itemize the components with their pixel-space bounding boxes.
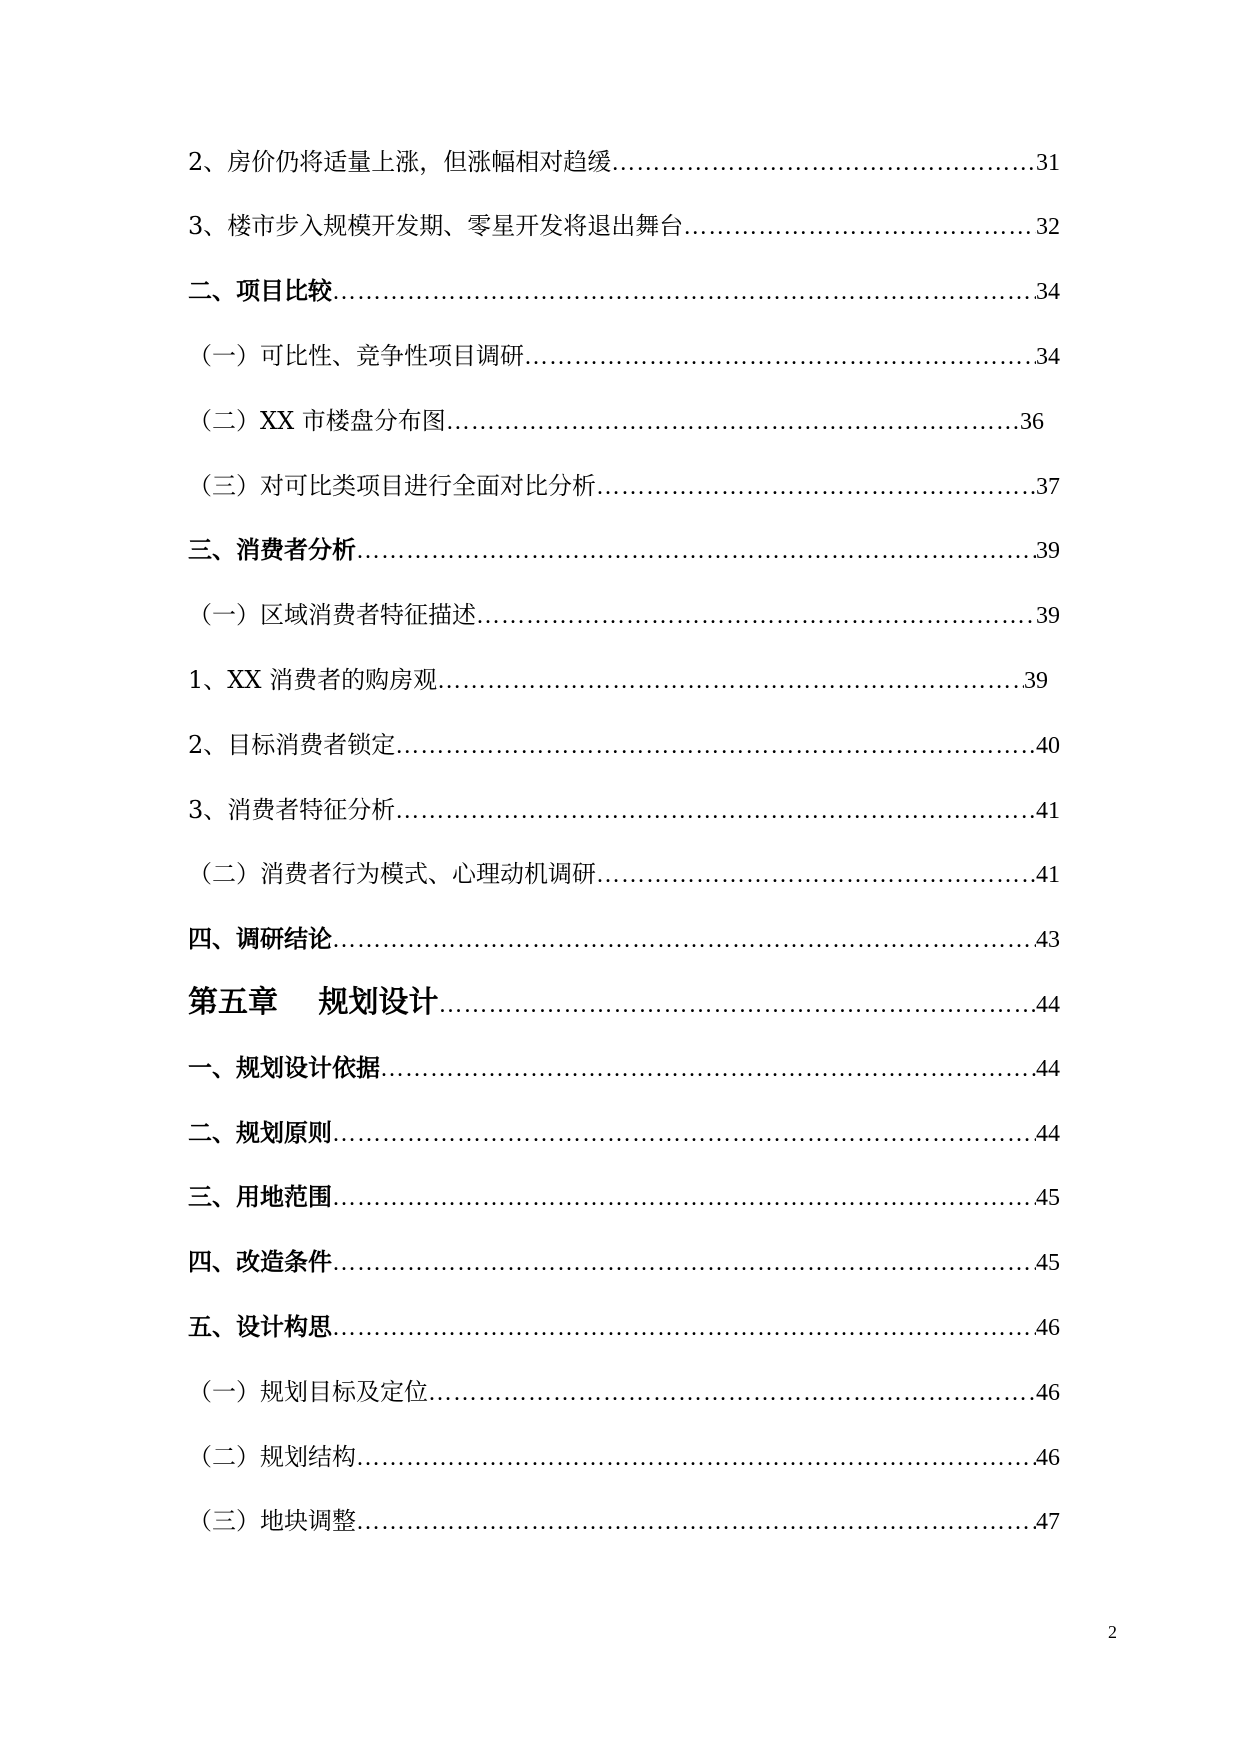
toc-entry — [188, 660, 1048, 700]
toc-entry — [188, 336, 1060, 376]
toc-dot-leader — [683, 207, 1036, 247]
toc-entry-page: 32 — [1036, 214, 1060, 240]
toc-entry-title: （一）规划目标及定位 — [188, 1378, 428, 1406]
toc-entry-page: 45 — [1036, 1250, 1060, 1276]
toc-dot-leader — [524, 337, 1036, 377]
toc-entry-page: 34 — [1036, 344, 1060, 370]
toc-entry-page: 40 — [1036, 733, 1060, 759]
toc-entry — [188, 142, 1060, 182]
toc-entry — [188, 1437, 1060, 1477]
toc-entry — [188, 1113, 1060, 1153]
toc-dot-leader — [356, 1438, 1036, 1478]
toc-entry-title: 四、调研结论 — [188, 924, 332, 953]
toc-entry — [188, 854, 1060, 894]
toc-dot-leader — [446, 402, 1020, 442]
toc-entry-page: 44 — [1036, 1121, 1060, 1147]
toc-entry — [188, 790, 1060, 830]
toc-entry — [188, 919, 1060, 959]
toc-entry-title: 一、规划设计依据 — [188, 1053, 380, 1082]
toc-entry-title: 第五章 规划设计 — [188, 985, 439, 1020]
toc-entry-title: 三、消费者分析 — [188, 535, 356, 564]
toc-entry-title: 五、设计构思 — [188, 1312, 332, 1341]
toc-entry-title: （二）XX 市楼盘分布图 — [188, 407, 446, 435]
toc-entry-page: 44 — [1036, 992, 1060, 1018]
toc-entry-page: 46 — [1036, 1315, 1060, 1341]
toc-entry — [188, 530, 1060, 570]
toc-entry — [188, 401, 1044, 441]
toc-entry-title: （一）区域消费者特征描述 — [188, 601, 476, 629]
toc-entry — [188, 206, 1060, 246]
toc-entry-page: 45 — [1036, 1185, 1060, 1211]
toc-entry-page: 39 — [1036, 603, 1060, 629]
toc-entry-page: 41 — [1036, 798, 1060, 824]
toc-dot-leader — [356, 531, 1036, 571]
toc-entry-title: 二、项目比较 — [188, 276, 332, 305]
page-number: 2 — [1108, 1622, 1117, 1642]
toc-entry-title: （一）可比性、竞争性项目调研 — [188, 342, 524, 370]
toc-entry-title: （二）消费者行为模式、心理动机调研 — [188, 860, 596, 888]
toc-entry-title: 3、楼市步入规模开发期、零星开发将退出舞台 — [188, 212, 684, 240]
toc-entry — [188, 1048, 1060, 1088]
toc-dot-leader — [596, 467, 1036, 507]
toc-entry — [188, 271, 1060, 311]
toc-dot-leader — [332, 272, 1036, 312]
toc-entry — [188, 1307, 1060, 1347]
toc-dot-leader — [437, 661, 1024, 701]
toc-entry-page: 43 — [1036, 927, 1060, 953]
toc-entry-page: 41 — [1036, 862, 1060, 888]
toc-entry — [188, 1501, 1060, 1541]
toc-entry-title: 二、规划原则 — [188, 1118, 332, 1147]
toc-entry-page: 31 — [1036, 150, 1060, 176]
toc-dot-leader — [332, 920, 1036, 960]
toc-dot-leader — [395, 791, 1036, 831]
toc-entry-title: 3、消费者特征分析 — [188, 796, 396, 824]
toc-dot-leader — [395, 726, 1036, 766]
toc-dot-leader — [476, 596, 1036, 636]
toc-entry-page: 44 — [1036, 1056, 1060, 1082]
toc-entry-page: 37 — [1036, 474, 1060, 500]
toc-dot-leader — [380, 1049, 1036, 1089]
toc-entry-page: 46 — [1036, 1380, 1060, 1406]
toc-dot-leader — [611, 143, 1036, 183]
toc-entry-page: 39 — [1036, 538, 1060, 564]
toc-entry-title: （三）对可比类项目进行全面对比分析 — [188, 472, 596, 500]
toc-dot-leader — [332, 1308, 1036, 1348]
toc-dot-leader — [356, 1502, 1036, 1542]
toc-dot-leader — [596, 855, 1036, 895]
toc-entry — [188, 1177, 1060, 1217]
toc-entry — [188, 595, 1060, 635]
toc-entry-title: 2、房价仍将适量上涨，但涨幅相对趋缓 — [188, 148, 612, 176]
toc-entry-title: （三）地块调整 — [188, 1507, 356, 1535]
toc-entry-title: 1、XX 消费者的购房观 — [188, 666, 438, 694]
toc-entry-title: 四、改造条件 — [188, 1247, 332, 1276]
toc-dot-leader — [438, 985, 1036, 1025]
toc-dot-leader — [332, 1243, 1036, 1283]
toc-entry-page: 39 — [1024, 668, 1048, 694]
toc-entry-title: （二）规划结构 — [188, 1443, 356, 1471]
toc-entry — [188, 725, 1060, 765]
toc-entry-title: 三、用地范围 — [188, 1182, 332, 1211]
toc-entry-title: 2、目标消费者锁定 — [188, 731, 396, 759]
toc-dot-leader — [332, 1178, 1036, 1218]
toc-entry-page: 46 — [1036, 1445, 1060, 1471]
toc-entry-page: 47 — [1036, 1509, 1060, 1535]
toc-entry — [188, 1242, 1060, 1282]
toc-entry — [188, 466, 1060, 506]
toc-dot-leader — [332, 1114, 1036, 1154]
toc-entry-page: 34 — [1036, 279, 1060, 305]
toc-dot-leader — [428, 1373, 1036, 1413]
toc-entry-page: 36 — [1020, 409, 1044, 435]
toc-entry — [188, 1372, 1060, 1412]
toc-chapter-entry — [188, 983, 1060, 1023]
